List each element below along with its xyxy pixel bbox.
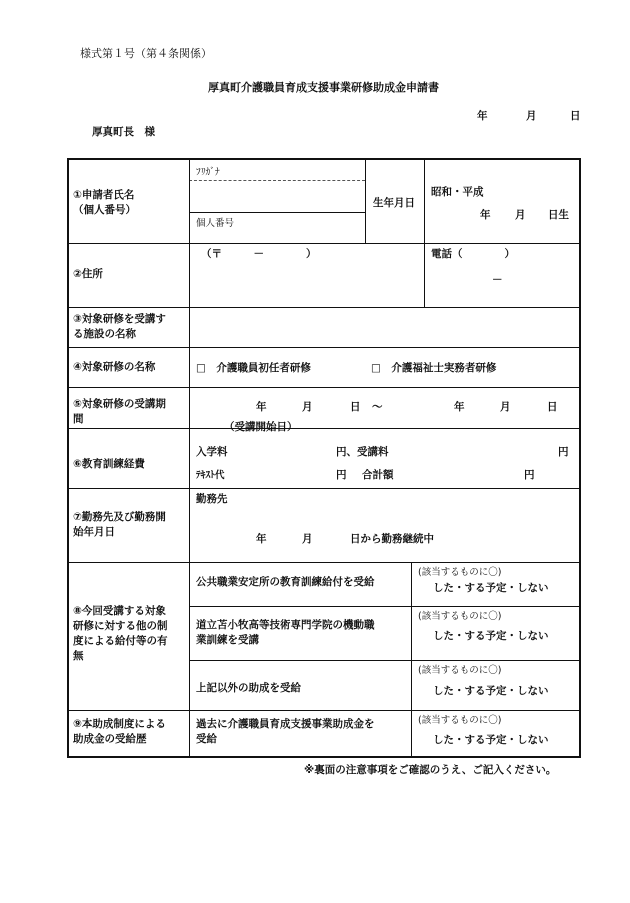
header-month: 月 bbox=[526, 110, 537, 122]
birth-month: 月 bbox=[515, 209, 526, 221]
period-tilde: ～ bbox=[372, 401, 383, 413]
admission-fee-label: 入学料 bbox=[196, 446, 228, 458]
employment-month: 月 bbox=[302, 533, 313, 545]
benefit-item-1-text: 公共職業安定所の教育訓練給付を受給 bbox=[196, 576, 375, 588]
benefit-item-1-choice[interactable]: した・する予定・しない bbox=[433, 582, 549, 594]
document-title: 厚真町介護職員育成支援事業研修助成金申請書 bbox=[208, 81, 439, 94]
tuition-yen: 円 bbox=[558, 446, 569, 458]
applicant-name-label: ①申請者氏名 （個人番号） bbox=[73, 189, 136, 216]
header-day: 日 bbox=[570, 110, 581, 122]
grant-history-choice[interactable]: した・する予定・しない bbox=[433, 734, 549, 746]
period-start-year: 年 bbox=[256, 401, 267, 413]
birth-date-label: 生年月日 bbox=[373, 197, 415, 209]
addressee: 厚真町長 様 bbox=[92, 126, 155, 138]
employment-continuing: 日から勤務継続中 bbox=[350, 533, 434, 545]
phone-dash: － bbox=[492, 274, 503, 286]
period-end-day: 日 bbox=[547, 401, 558, 413]
benefit-item-2-choice[interactable]: した・する予定・しない bbox=[433, 630, 549, 642]
address-label: ②住所 bbox=[73, 268, 103, 280]
header-year: 年 bbox=[477, 110, 488, 122]
benefit-item-2-text: 道立苫小牧高等技術専門学院の機動職 業訓練を受講 bbox=[196, 619, 375, 646]
period-end-month: 月 bbox=[500, 401, 511, 413]
form-number: 様式第１号（第４条関係） bbox=[80, 47, 212, 60]
education-cost-label: ⑥教育訓練経費 bbox=[73, 458, 145, 470]
period-end-year: 年 bbox=[454, 401, 465, 413]
grant-history-label: ⑨本助成制度による 助成金の受給歴 bbox=[73, 718, 166, 745]
birth-day: 日生 bbox=[548, 209, 569, 221]
facility-label: ③対象研修を受講す る施設の名称 bbox=[73, 313, 166, 340]
period-label: ⑤対象研修の受講期 間 bbox=[73, 398, 166, 425]
option-practitioner-training[interactable]: □ 介護福祉士実務者研修 bbox=[371, 362, 497, 374]
total-amount-label: 合計額 bbox=[362, 469, 394, 481]
benefit-item-1-hint: (該当するものに〇) bbox=[418, 567, 502, 578]
textbook-fee-label: ﾃｷｽﾄ代 bbox=[196, 470, 225, 481]
textbook-yen: 円 bbox=[336, 469, 347, 481]
phone-label: 電話（ ） bbox=[431, 248, 515, 260]
personal-number-label: 個人番号 bbox=[196, 218, 235, 229]
training-name-label: ④対象研修の名称 bbox=[73, 361, 156, 373]
birth-era: 昭和・平成 bbox=[431, 186, 484, 198]
benefit-item-3-text: 上記以外の助成を受給 bbox=[196, 682, 301, 694]
grant-history-hint: (該当するものに〇) bbox=[418, 715, 502, 726]
other-benefits-label: ⑧今回受講する対象 研修に対する他の制 度による給付等の有 無 bbox=[73, 605, 168, 662]
furigana-label: ﾌﾘｶﾞﾅ bbox=[196, 167, 220, 178]
period-start-note: （受講開始日） bbox=[224, 421, 298, 433]
footer-note: ※裏面の注意事項をご確認のうえ、ご記入ください。 bbox=[304, 764, 557, 776]
total-yen: 円 bbox=[524, 469, 535, 481]
employment-year: 年 bbox=[256, 533, 267, 545]
benefit-item-3-choice[interactable]: した・する予定・しない bbox=[433, 685, 549, 697]
tuition-fee-label: 円、受講料 bbox=[336, 446, 389, 458]
grant-history-text: 過去に介護職員育成支援事業助成金を 受給 bbox=[196, 718, 375, 745]
benefit-item-3-hint: (該当するものに〇) bbox=[418, 665, 502, 676]
workplace-label: 勤務先 bbox=[196, 493, 228, 505]
option-initial-training[interactable]: □ 介護職員初任者研修 bbox=[196, 362, 311, 374]
period-start-month: 月 bbox=[302, 401, 313, 413]
application-form-table bbox=[67, 158, 581, 758]
benefit-item-2-hint: (該当するものに〇) bbox=[418, 611, 502, 622]
period-start-day: 日 bbox=[350, 401, 361, 413]
postal-code: （〒 － ） bbox=[201, 248, 317, 260]
employment-label: ⑦勤務先及び勤務開 始年月日 bbox=[73, 511, 166, 538]
birth-year: 年 bbox=[480, 209, 491, 221]
